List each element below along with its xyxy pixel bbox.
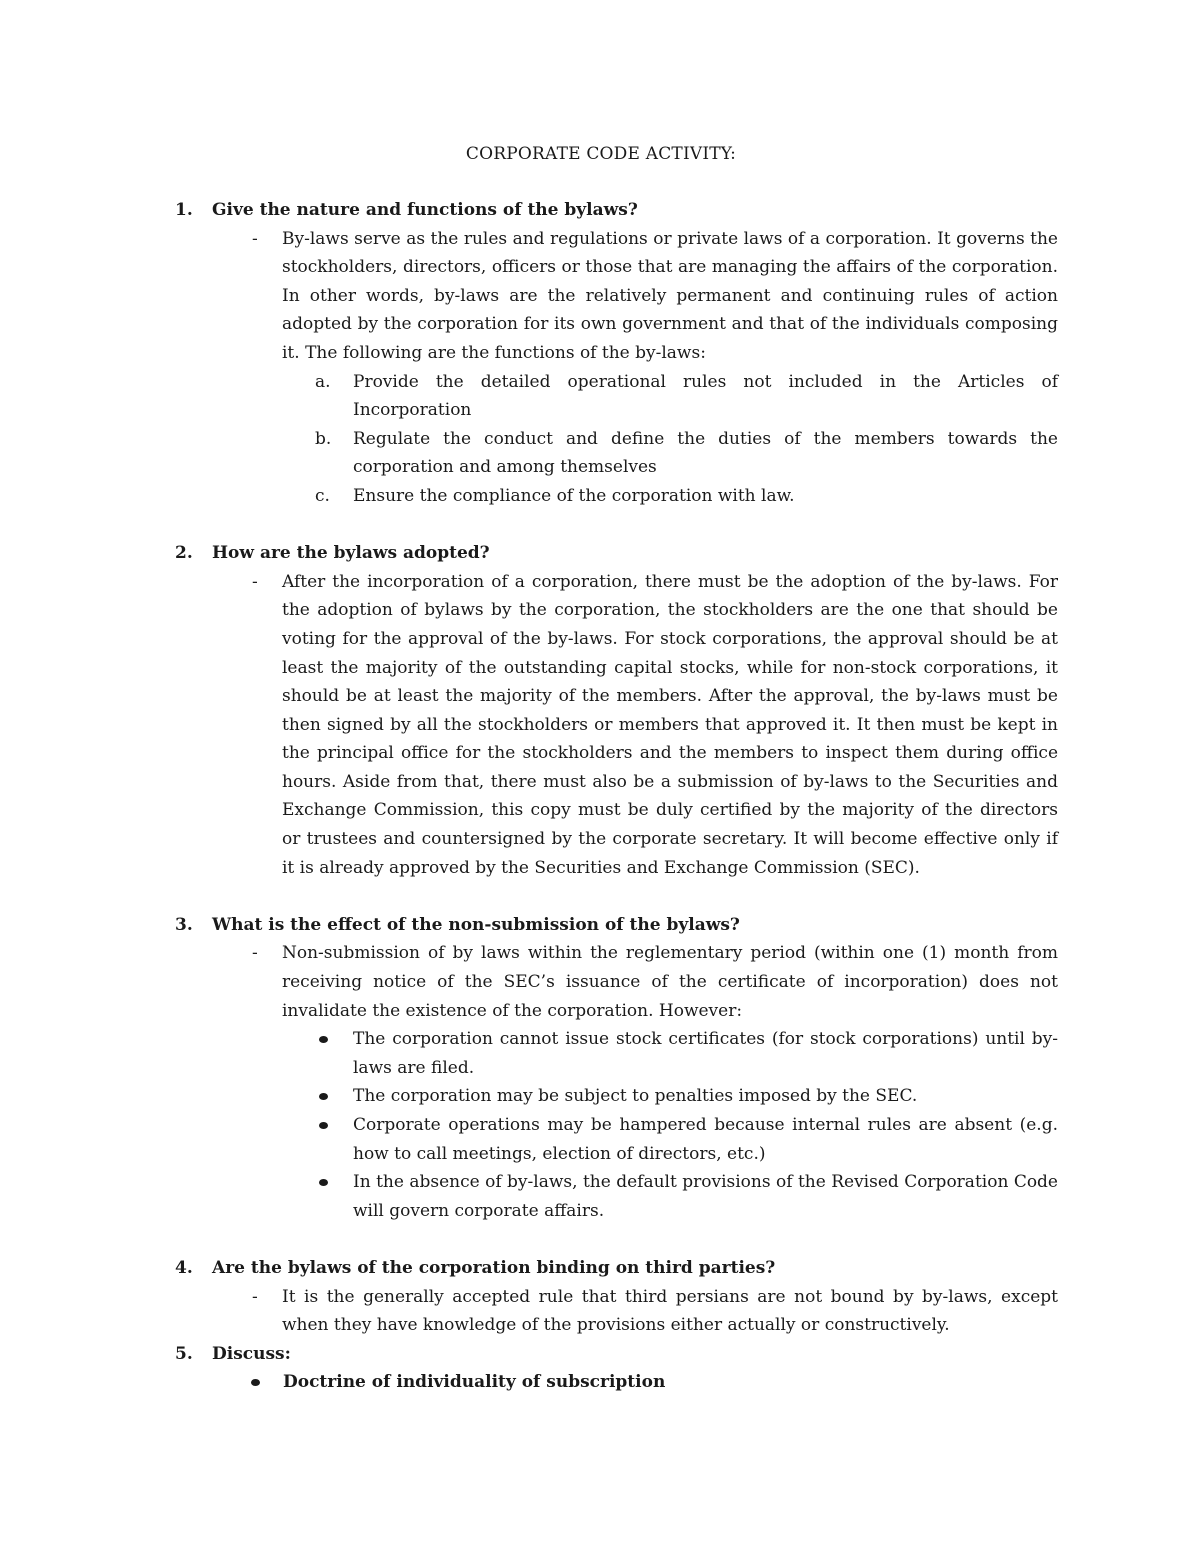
bullet-item <box>172 1168 1058 1225</box>
list-item-marker: b. <box>315 428 332 449</box>
dash-marker: - <box>252 571 258 592</box>
question-1 <box>172 196 1058 225</box>
bullet-item-text: Doctrine of individuality of subscription <box>283 1372 666 1393</box>
answer-2 <box>172 568 1058 883</box>
question-4-text: Are the bylaws of the corporation binding on third parties? <box>212 1257 776 1278</box>
list-item-marker: c. <box>315 485 330 506</box>
bullet-dot-icon <box>319 1179 328 1186</box>
question-3-text: What is the effect of the non-submission of the bylaws? <box>212 914 740 935</box>
dash-marker: - <box>252 1286 258 1307</box>
dash-marker: - <box>252 943 258 964</box>
spacer <box>172 511 1058 540</box>
question-1-number: 1. <box>175 200 193 220</box>
bullet-item <box>172 1368 1058 1397</box>
question-5-number: 5. <box>175 1343 193 1364</box>
bullet-item <box>172 1111 1058 1168</box>
bullet-dot-icon <box>319 1122 328 1129</box>
bullet-item-text: The corporation may be subject to penalties imposed by the SEC. <box>353 1086 918 1107</box>
list-item-text: Regulate the conduct and define the duties of the members towards the corporation and among themselves <box>353 428 1058 478</box>
question-3 <box>172 911 1058 940</box>
document-body <box>172 196 1058 1397</box>
answer-1 <box>172 225 1058 368</box>
bullet-item <box>172 1082 1058 1111</box>
answer-4-text: It is the generally accepted rule that third persians are not bound by by-laws, except when they have knowledge of the provisions either actually or constructively. <box>282 1286 1058 1336</box>
bullet-item-text: Corporate operations may be hampered because internal rules are absent (e.g. how to call meetings, election of directors, etc.) <box>353 1115 1058 1164</box>
answer-3-text: Non-submission of by laws within the reglementary period (within one (1) month from receiving notice of the SEC’s issuance of the certificate of incorporation) does not invalidate the existence of the corporation. However: <box>282 943 1058 1021</box>
bullet-item-text: In the absence of by-laws, the default provisions of the Revised Corporation Code will govern corporate affairs. <box>353 1172 1058 1221</box>
question-5 <box>172 1340 1058 1369</box>
answer-4 <box>172 1283 1058 1340</box>
question-4 <box>172 1254 1058 1283</box>
question-3-number: 3. <box>175 914 193 935</box>
bullet-dot-icon <box>319 1036 328 1043</box>
question-5-text: Discuss: <box>212 1343 291 1364</box>
list-item-text: Ensure the compliance of the corporation with law. <box>353 485 795 506</box>
spacer <box>172 1225 1058 1254</box>
answer-2-text: After the incorporation of a corporation, there must be the adoption of the by-laws. For the adoption of bylaws by the corporation, the stockholders are the one that should be voting for the approval of the by-laws. For stock corporations, the approval should be at least the majority of the outstanding capital stocks, while for non-stock corporations, it should be at least the majority of the members. After the approval, the by-laws must be then signed by all the stockholders or members that approved it. It then must be kept in the principal office for the stockholders and the members to inspect them during office hours. Aside from that, there must also be a submission of by-laws to the Securities and Exchange Commission, this copy must be duly certified by the majority of the directors or trustees and countersigned by the corporate secretary. It will become effective only if it is already approved by the Securities and Exchange Commission (SEC). <box>282 571 1058 878</box>
bullet-item-text: The corporation cannot issue stock certificates (for stock corporations) until by-laws are filed. <box>353 1029 1058 1078</box>
list-item <box>172 368 1058 425</box>
answer-1-text: By-laws serve as the rules and regulations or private laws of a corporation. It governs the stockholders, directors, officers or those that are managing the affairs of the corporation. In other words, by-laws are the relatively permanent and continuing rules of action adopted by the corporation for its own government and that of the individuals composing it. The following are the functions of the by-laws: <box>282 228 1058 363</box>
list-item-marker: a. <box>315 371 331 392</box>
bullet-dot-icon <box>319 1093 328 1100</box>
document-title: CORPORATE CODE ACTIVITY: <box>465 144 737 164</box>
question-1-text: Give the nature and functions of the bylaws? <box>212 200 638 220</box>
question-2-number: 2. <box>175 543 193 564</box>
bullet-item <box>172 1025 1058 1082</box>
spacer <box>172 882 1058 911</box>
list-item <box>172 482 1058 511</box>
question-4-number: 4. <box>175 1257 193 1278</box>
dash-marker: - <box>252 228 258 249</box>
question-2-text: How are the bylaws adopted? <box>212 543 490 564</box>
list-item <box>172 425 1058 482</box>
question-2 <box>172 539 1058 568</box>
answer-3 <box>172 939 1058 1025</box>
bullet-dot-icon <box>251 1379 260 1386</box>
list-item-text: Provide the detailed operational rules not included in the Articles of Incorporation <box>353 371 1058 421</box>
